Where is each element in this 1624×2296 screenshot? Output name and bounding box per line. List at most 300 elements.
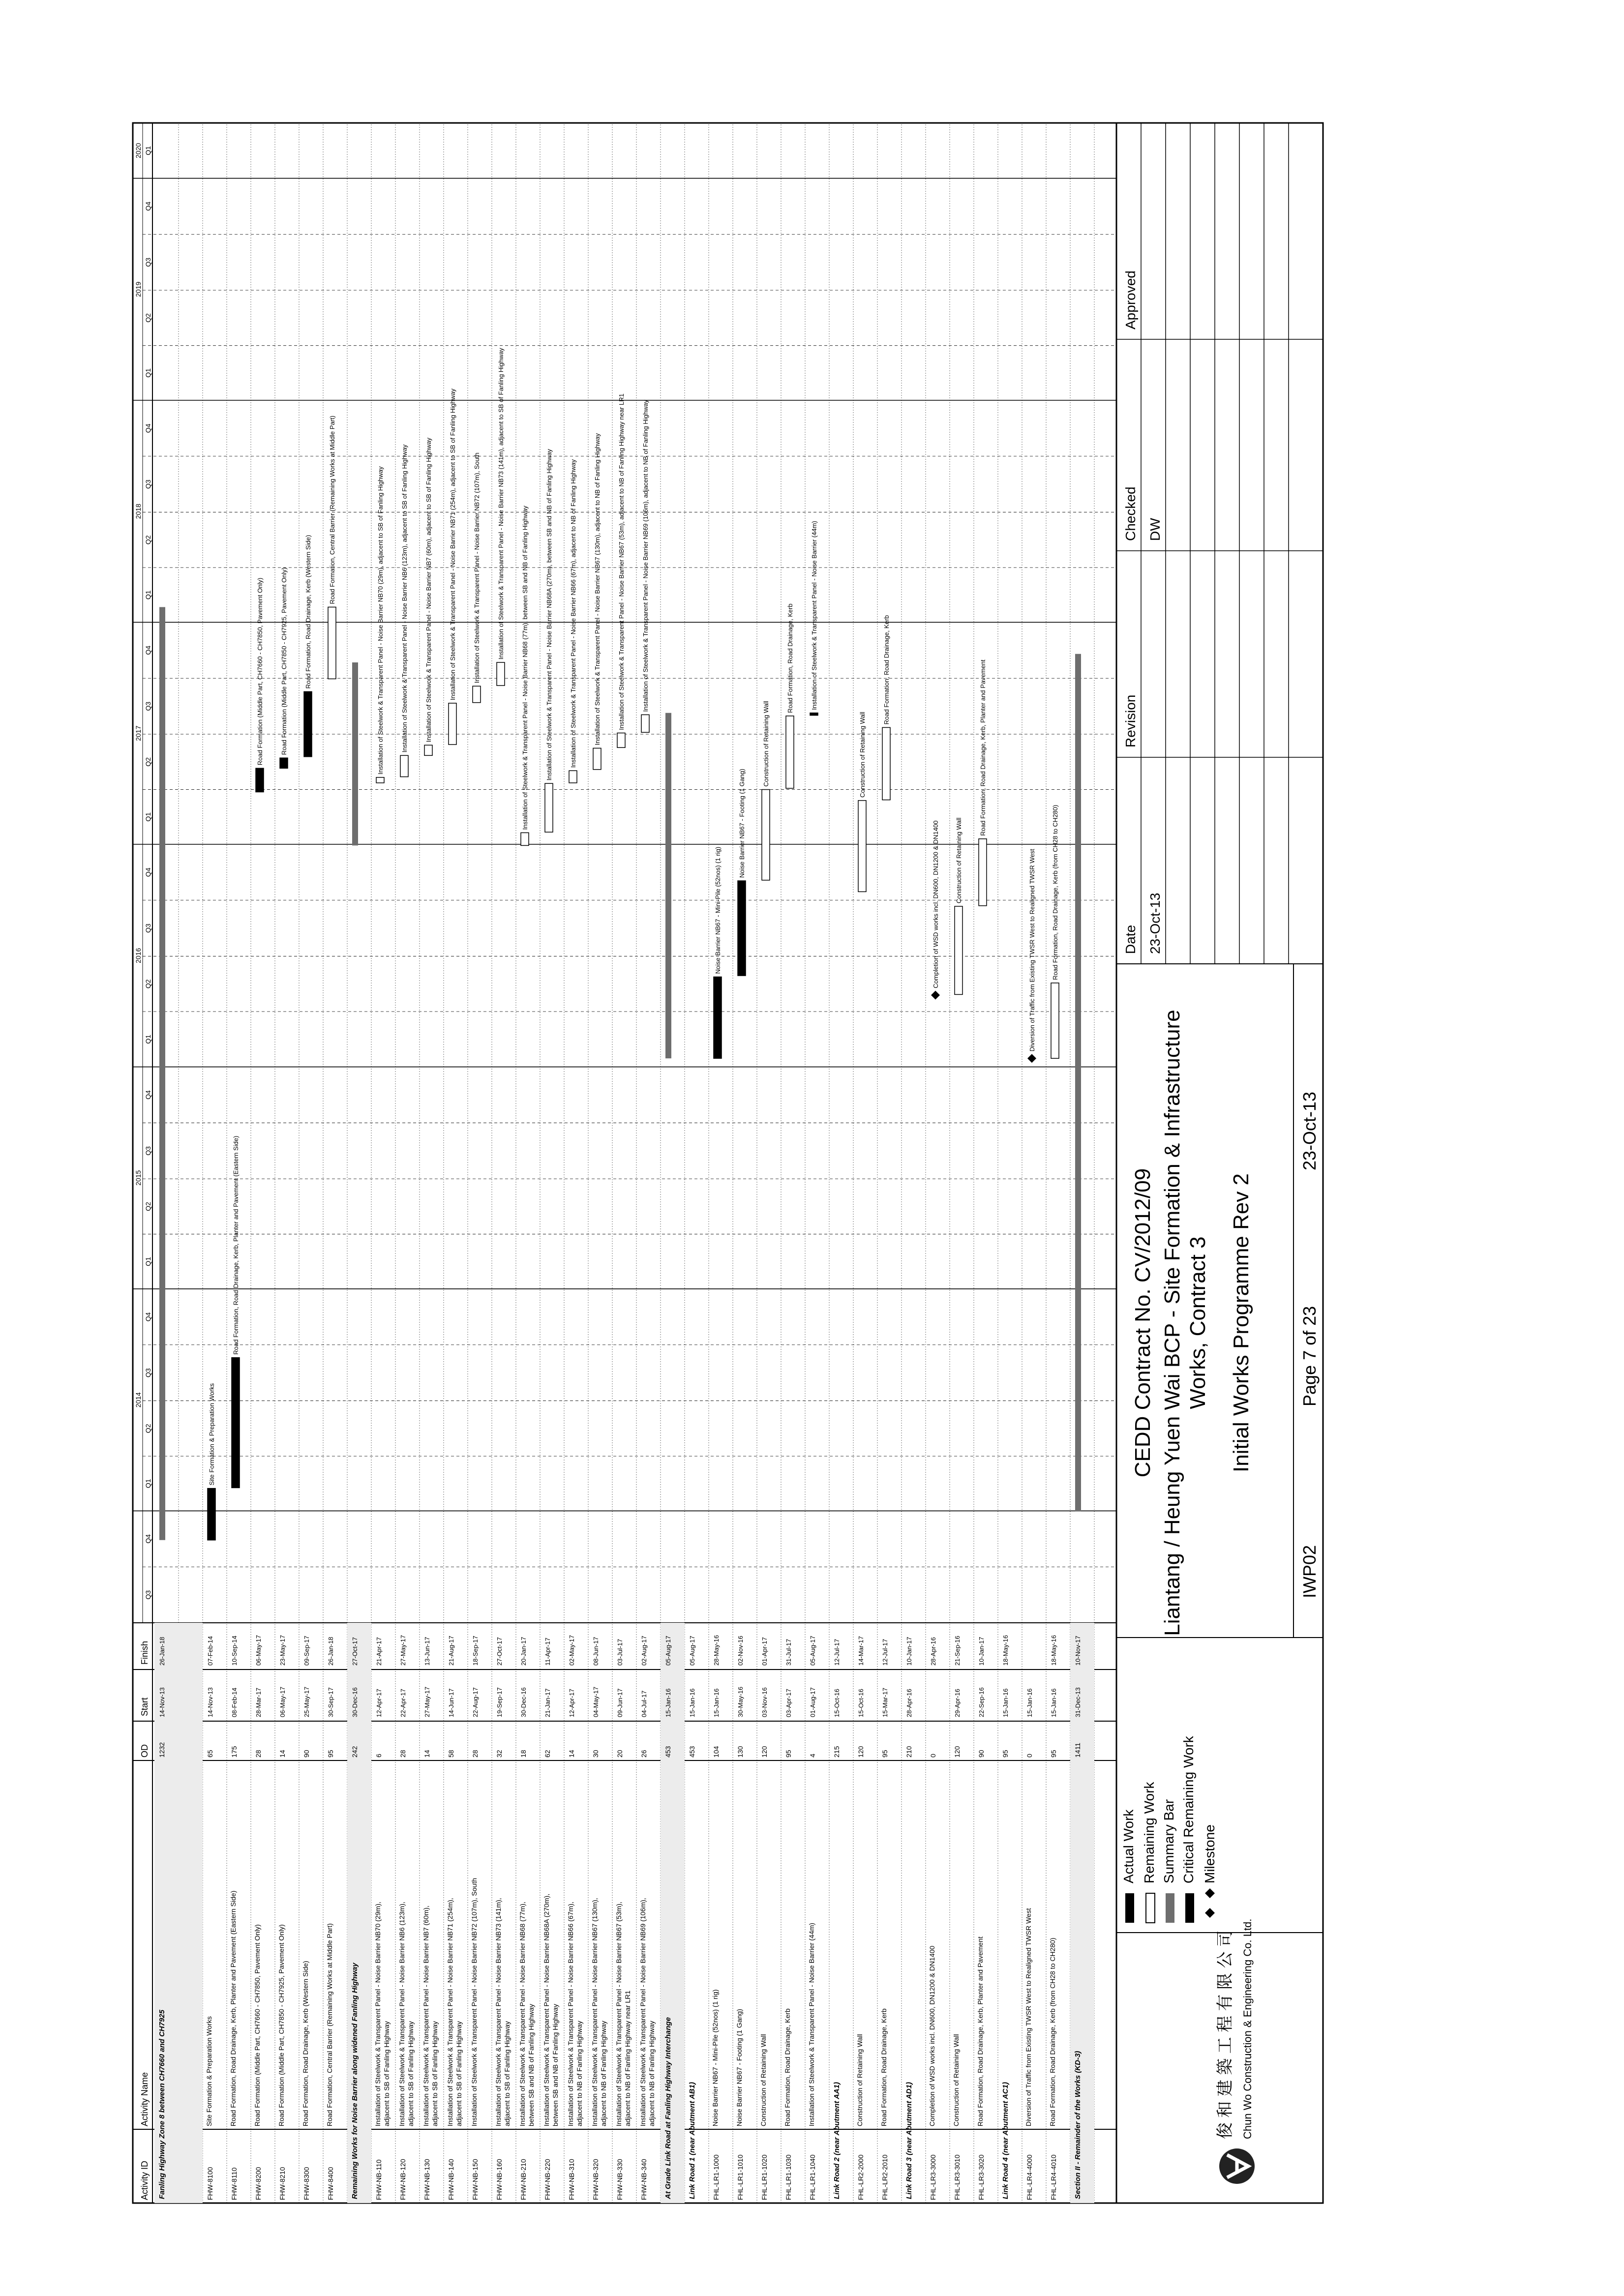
bar-label: Installation of Steelwork & Transparent Panel - Noise Barrier NB68A (270m), between SB and NB of Fanling Highway [545,449,553,781]
activity-id: FHL-LR2-2000 [857,2154,865,2200]
quarter-label: Q4 [144,867,152,877]
row-start: 22-Apr-17 [399,1689,407,1717]
activity-id: FHL-LR1-1000 [712,2154,720,2200]
row-finish: 28-May-16 [713,1635,720,1666]
bar-label: Site Formation & Preparation Works [208,1383,215,1486]
group-row-shade [179,1623,203,2203]
row-start: 04-Jul-17 [640,1690,648,1717]
row-start: 12-Apr-17 [568,1689,575,1717]
time-grid [133,123,1116,1623]
row-od: 120 [953,1746,961,1758]
activity-id: FHW-NB-150 [471,2159,479,2200]
summary-bar [159,607,165,1540]
activity-id: FHW-NB-160 [495,2159,503,2200]
company-name-chinese: 俊 和 建 築 工 程 有 限 公 司 [1216,1930,1234,2139]
activity-name: Road Formation, Road Drainage, Kerb (from CH28 to CH280) [1049,1938,1056,2126]
activity-name: Noise Barrier NB67 - Footing (1 Gang) [735,2009,743,2126]
subgroup-name: Link Road 2 (near Abutment AA1) [833,2082,841,2199]
bar-label: Installation of Steelwork & Transparent Panel - Noise Barrier NB68 (77m), between SB and NB of Fanling Highway [521,506,529,830]
row-finish: 18-Sep-17 [472,1636,479,1666]
activity-name: Installation of Steelwork & Transparent Panel - Noise Barrier NB6 (123m), [398,1902,406,2126]
row-start: 15-Jan-16 [713,1688,720,1717]
row-finish: 01-Apr-17 [761,1637,768,1666]
quarter-label: Q1 [144,146,152,155]
row-od: 18 [519,1750,527,1758]
subgroup-name: Link Road 1 (near Abutment AB1) [688,2082,696,2199]
legend-actual-swatch [1125,1893,1134,1923]
remaining-bar [858,801,866,892]
row-finish: 02-May-17 [568,1635,575,1666]
row-finish: 07-Feb-14 [207,1636,214,1666]
row-start: 15-Jan-16 [1002,1688,1009,1717]
page-number: Page 7 of 23 [1299,1306,1320,1406]
row-start: 30-Dec-16 [520,1687,527,1717]
row-od: 95 [1050,1750,1057,1758]
bar-label: Installation of Steelwork & Transparent Panel - Noise Barrier NB70 (29m), adjacent to SB of Fanling Highway [377,466,384,775]
title-block [1131,964,1320,1638]
revision-header: Approved [1123,270,1138,329]
quarter-label: Q1 [144,590,152,600]
row-od: 28 [471,1750,479,1758]
row-start: 14-Nov-13 [158,1687,166,1717]
company-logo [1216,1919,1255,2184]
activity-name: Road Formation, Road Drainage, Kerb, Planter and Pavement (Eastern Side) [229,1890,237,2126]
row-od: 62 [543,1750,551,1758]
bar-label: Installation of Steelwork & Transparent Panel - Noise Barrier NB73 (141m), adjacent to SB of Fanling Highway [497,348,505,660]
row-od: 453 [688,1746,696,1758]
bar-label: Construction of Retaining Wall [859,712,866,798]
year-label: 2020 [134,143,142,158]
legend-milestone-icon [1205,1908,1215,1918]
row-od: 453 [664,1746,672,1758]
quarter-label: Q1 [144,812,152,822]
row-finish: 27-May-17 [399,1635,407,1666]
row-start: 27-May-17 [423,1686,431,1717]
remaining-bar [641,715,649,732]
row-od: 95 [881,1750,889,1758]
milestone-icon [931,991,940,1000]
activity-id: FHW-NB-330 [616,2159,624,2200]
row-finish: 12-Jul-17 [833,1639,841,1666]
bar-label: Diversion of Traffic from Existing TWSR West to Realigned TWSR West [1028,849,1036,1052]
activity-name: Road Formation, Central Barrier (Remaining Works at Middle Part) [326,1923,333,2126]
quarter-label: Q1 [144,368,152,378]
remaining-bar [328,607,336,679]
activity-id: FHW-NB-140 [447,2159,455,2200]
row-finish: 08-Jun-17 [592,1637,600,1666]
row-finish: 31-Jul-17 [785,1639,792,1666]
activity-name-continued: between SB and NB of Fanling Highway [551,2003,559,2126]
row-od: 58 [447,1750,455,1758]
activity-name-continued: adjacent to SB of Fanling Highway [383,2021,391,2126]
row-start: 15-Jan-16 [1050,1688,1057,1717]
row-od: 175 [230,1746,238,1758]
row-od: 6 [375,1754,383,1758]
activity-id: FHW-NB-130 [423,2159,431,2200]
activity-id: FHW-8110 [230,2167,238,2200]
activity-id: FHW-NB-120 [399,2159,407,2200]
row-finish: 06-May-17 [255,1635,262,1666]
row-start: 15-Jan-16 [689,1688,696,1717]
activity-id: FHW-NB-220 [543,2159,551,2200]
row-finish: 20-Jan-17 [520,1637,527,1666]
programme-title: Initial Works Programme Rev 2 [1229,1173,1253,1473]
quarter-label: Q3 [144,1368,152,1378]
activity-id-header: Activity ID [140,2160,150,2200]
row-start: 08-Feb-14 [231,1688,238,1717]
activity-name: Diversion of Traffic from Existing TWSR West to Realigned TWSR West [1024,1908,1032,2126]
remaining-bar [521,833,529,845]
activity-id: FHW-8400 [327,2167,334,2200]
legend [1121,1735,1217,1923]
quarter-label: Q3 [144,1146,152,1156]
start-header: Start [140,1697,150,1716]
activity-name: Installation of Steelwork & Transparent Panel - Noise Barrier NB67 (53m), [615,1902,623,2126]
activity-id: FHL-LR3-3000 [929,2154,937,2200]
row-start: 30-Sep-17 [327,1687,334,1717]
quarter-label: Q2 [144,757,152,767]
row-start: 15-Mar-17 [881,1688,889,1717]
quarter-label: Q2 [144,1424,152,1433]
row-start: 30-May-16 [737,1686,744,1717]
remaining-bar [400,755,408,776]
row-od: 90 [302,1750,310,1758]
activity-id: FHL-LR1-1040 [809,2154,816,2200]
quarter-label: Q2 [144,1202,152,1211]
activity-name-continued: adjacent to NB of Fanling Highway [600,2021,607,2126]
activity-id: FHW-NB-110 [375,2159,383,2200]
row-od: 14 [278,1750,286,1758]
activity-name-continued: adjacent to SB of Fanling Highway [503,2021,511,2126]
quarter-label: Q2 [144,535,152,545]
row-finish: 21-Aug-17 [448,1636,455,1666]
activity-name: Construction of Retaining Wall [952,2034,960,2126]
row-finish: 10-Sep-14 [231,1636,238,1666]
activity-id: FHL-LR1-1010 [736,2154,744,2200]
quarter-label: Q4 [144,645,152,655]
remaining-bar [376,777,384,783]
activity-name: Installation of Steelwork & Transparent Panel - Noise Barrier NB70 (29m), [374,1902,382,2126]
legend-critical-label: Critical Remaining Work [1181,1736,1196,1883]
row-finish: 21-Sep-16 [954,1636,961,1666]
row-start: 22-Sep-16 [978,1687,985,1717]
activity-name: Road Formation (Middle Part, CH7850 - CH7925, Pavement Only) [277,1924,285,2126]
row-od: 26 [640,1750,648,1758]
activity-id: FHL-LR3-3020 [977,2154,985,2200]
row-od: 0 [929,1754,937,1758]
activity-name: Completion of WSD works incl. DN600, DN1200 & DN1400 [928,1945,936,2126]
row-od: 104 [712,1746,720,1758]
row-od: 14 [423,1750,431,1758]
quarter-label: Q1 [144,1479,152,1489]
row-start: 15-Oct-16 [833,1689,841,1717]
critical-bar [256,768,264,792]
row-od: 215 [833,1746,841,1758]
quarter-label: Q1 [144,1034,152,1044]
group-name: At Grade Link Road at Fanling Highway Interchange [664,2017,672,2199]
row-od: 120 [760,1746,768,1758]
activity-name: Noise Barrier NB67 - Mini-Pile (52nos) (1 rig) [711,1989,719,2126]
finish-header: Finish [140,1640,150,1665]
bar-label: Installation of Steelwork & Transparent Panel - Noise Barrier NB66 (67m), adjacent to NB of Fanling Highway [570,459,577,768]
row-od: 90 [977,1750,985,1758]
bar-label: Road Formation (Middle Part, CH7660 - CH7850, Pavement Only) [256,577,264,766]
revision-cell: 23-Oct-13 [1147,893,1163,954]
row-start: 03-Apr-17 [785,1689,792,1717]
row-od: 210 [905,1746,913,1758]
activity-name: Installation of Steelwork & Transparent Panel - Noise Barrier NB72 (107m), South [470,1878,478,2126]
row-finish: 13-Jun-17 [423,1637,431,1666]
row-od: 120 [857,1746,865,1758]
row-start: 29-Apr-16 [954,1689,961,1717]
year-label: 2017 [134,725,142,741]
quarter-label: Q3 [144,479,152,489]
row-finish: 27-Oct-17 [351,1637,359,1666]
row-finish: 02-Aug-17 [640,1636,648,1666]
remaining-bar [473,686,481,702]
quarter-label: Q4 [144,1534,152,1544]
milestone-icon [1027,1054,1036,1063]
year-label: 2014 [134,1392,142,1408]
activity-name: Installation of Steelwork & Transparent Panel - Noise Barrier NB66 (67m), [567,1902,574,2126]
critical-bar [714,977,722,1058]
bar-label: Road Formation, Road Drainage, Kerb [883,615,890,725]
year-label: 2019 [134,281,142,297]
bar-label: Installation of Steelwork & Transparent Panel - Noise Barrier NB67 (53m), adjacent to NB of Fanling Highway near LR1 [618,393,625,730]
activity-name: Installation of Steelwork & Transparent Panel - Noise Barrier NB71 (254m), [446,1898,454,2126]
activity-id: FHL-LR4-4000 [1025,2154,1033,2200]
activity-name: Site Formation & Preparation Works [205,2016,213,2126]
activity-name: Construction of Retaining Wall [759,2034,767,2126]
row-od: 0 [1025,1754,1033,1758]
activity-id: FHW-8100 [206,2167,214,2200]
row-start: 15-Oct-16 [857,1689,865,1717]
revision-header: Date [1123,924,1138,954]
critical-bar [810,713,818,716]
activity-id: FHW-NB-340 [640,2159,648,2200]
quarter-label: Q4 [144,202,152,211]
row-finish: 05-Aug-17 [809,1636,816,1666]
row-start: 06-May-17 [279,1686,286,1717]
row-finish: 27-Oct-17 [496,1637,503,1666]
quarter-label: Q3 [144,1590,152,1600]
row-start: 30-Dec-16 [351,1687,359,1717]
project-title-line-1: Liantang / Heung Yuen Wai BCP - Site Formation & Infrastructure [1160,1010,1184,1636]
group-name: Section II - Remainder of the Works (KD-3) [1074,2051,1082,2199]
activity-name: Road Formation, Road Drainage, Kerb, Planter and Pavement [976,1937,984,2126]
year-label: 2016 [134,948,142,963]
activity-name: Installation of Steelwork & Transparent Panel - Noise Barrier NB73 (141m), [494,1898,502,2126]
activity-name-continued: adjacent to SB of Fanling Highway [431,2021,439,2126]
page-border [133,123,1323,2203]
group-name: Remaining Works for Noise Barrier along widened Fanling Highway [351,1963,359,2199]
row-finish: 23-May-17 [279,1635,286,1666]
title-strip [1116,123,1323,2203]
critical-bar [208,1489,215,1540]
row-od: 95 [327,1750,334,1758]
row-od: 130 [736,1746,744,1758]
row-od: 95 [1001,1750,1009,1758]
quarter-label: Q2 [144,313,152,323]
bar-label: Road Formation, Road Drainage, Kerb (from CH28 to CH280) [1052,805,1059,980]
activity-name: Installation of Steelwork & Transparent Panel - Noise Barrier NB7 (60m), [422,1906,430,2126]
activity-id: FHW-NB-310 [568,2159,575,2200]
row-od: 1232 [158,1742,166,1758]
row-finish: 18-May-16 [1002,1635,1009,1666]
row-start: 21-Jan-17 [544,1688,551,1717]
row-od: 30 [592,1750,600,1758]
remaining-bar [497,662,505,686]
bar-label: Installation of Steelwork & Transparent Panel - Noise Barrier NB7 (60m), adjacent to SB of Fanling Highway [425,438,432,743]
subgroup-name: Link Road 4 (near Abutment AC1) [1001,2082,1010,2199]
row-finish: 14-Mar-17 [857,1636,865,1666]
row-finish: 28-Apr-16 [930,1637,937,1666]
row-finish: 21-Apr-17 [375,1637,383,1666]
remaining-bar [882,727,890,800]
critical-bar [738,881,746,976]
activity-name-header: Activity Name [140,2072,150,2126]
revision-header: Checked [1123,486,1138,541]
row-od: 242 [351,1746,359,1758]
row-start: 14-Jun-17 [448,1688,455,1717]
activity-name-continued: adjacent to SB of Fanling Highway [455,2021,463,2126]
bar-label: Installation of Steelwork & Transparent Panel - Noise Barrier NB6 (123m), adjacent to SB of Fanling Highway [401,444,408,753]
remaining-bar [569,771,577,783]
bar-label: Road Formation, Road Drainage, Kerb (Western Side) [304,535,312,689]
row-finish: 18-May-16 [1050,1635,1057,1666]
group-name: Fanling Highway Zone 8 between CH7660 and CH7925 [158,2009,166,2199]
quarter-label: Q3 [144,257,152,267]
row-finish: 10-Nov-17 [1074,1636,1082,1666]
remaining-bar [1051,983,1059,1058]
activity-id: FHL-LR1-1030 [784,2154,792,2200]
quarter-label: Q2 [144,979,152,989]
bar-label: Road Formation, Road Drainage, Kerb, Planter and Pavement (Eastern Side) [232,1135,240,1355]
activity-name-continued: adjacent to NB of Fanling Highway [575,2021,583,2126]
activity-id: FHL-LR1-1020 [760,2154,768,2200]
activity-name-continued: between SB and NB of Fanling Highway [527,2003,535,2126]
remaining-bar [545,783,553,832]
quarter-label: Q3 [144,924,152,933]
activity-name: Road Formation (Middle Part, CH7660 - CH7850, Pavement Only) [253,1924,261,2126]
row-od: 4 [809,1754,816,1758]
activity-name: Installation of Steelwork & Transparent Panel - Noise Barrier NB68 (77m), [518,1902,526,2126]
subgroup-name: Link Road 3 (near Abutment AD1) [905,2082,913,2199]
legend-milestone-icon-2 [1205,1888,1215,1898]
row-od: 65 [206,1750,214,1758]
row-start: 03-Nov-16 [761,1687,768,1717]
programme-code: IWP02 [1299,1545,1320,1598]
rotated-programme [133,123,1323,2203]
activity-name: Installation of Steelwork & Transparent Panel - Noise Barrier (44m) [808,1923,815,2126]
bar-label: Installation of Steelwork & Transparent Panel - Noise Barrier NB72 (107m), South [473,452,481,684]
contract-number: CEDD Contract No. CV/2012/09 [1131,1168,1155,1478]
row-start: 15-Jan-16 [1026,1688,1033,1717]
bar-label: Road Formation, Road Drainage, Kerb [786,603,794,713]
row-start: 15-Jan-16 [664,1688,672,1717]
activity-name-continued: adjacent to NB of Fanling Highway near LR1 [624,1990,632,2126]
summary-bar [352,662,358,845]
row-start: 04-May-17 [592,1686,600,1717]
activity-id: FHW-8210 [278,2167,286,2200]
row-finish: 11-Apr-17 [544,1638,551,1666]
row-start: 01-Aug-17 [809,1687,816,1717]
activity-id: FHW-8300 [302,2167,310,2200]
bar-label: Installation of Steelwork & Transparent Panel - Noise Barrier NB67 (130m), adjacent to NB of Fanling Highway [594,433,601,745]
row-finish: 05-Aug-17 [664,1636,672,1666]
row-start: 28-Mar-17 [255,1688,262,1717]
quarter-label: Q4 [144,1090,152,1100]
remaining-bar [424,745,432,755]
row-start: 14-Nov-13 [207,1687,214,1717]
row-start: 22-Aug-17 [472,1687,479,1717]
bar-label: Noise Barrier NB67 - Footing (1 Gang) [738,769,746,878]
bar-label: Noise Barrier NB67 - Mini-Pile (52nos) (1 rig) [714,846,722,974]
row-start: 12-Apr-17 [375,1689,383,1717]
remaining-bar [449,703,456,745]
remaining-bar [979,839,987,906]
quarter-label: Q3 [144,701,152,711]
activity-name: Installation of Steelwork & Transparent Panel - Noise Barrier NB67 (130m), [591,1898,599,2126]
critical-bar [280,758,288,768]
activity-id: FHW-8200 [254,2167,262,2200]
activity-name-continued: adjacent to SB of Fanling Highway [407,2021,415,2126]
legend-remaining-swatch [1146,1893,1155,1923]
summary-bar [1075,654,1081,1512]
row-start: 28-Apr-16 [905,1689,913,1717]
od-header: OD [140,1744,150,1758]
row-od: 14 [568,1750,575,1758]
activity-name: Installation of Steelwork & Transparent Panel - Noise Barrier NB68A (270m), [542,1893,550,2126]
remaining-bar [955,906,962,994]
row-finish: 09-Sep-17 [303,1636,310,1666]
activity-id: FHW-NB-320 [592,2159,600,2200]
bar-label: Installation of Steelwork & Transparent Panel - Noise Barrier NB71 (254m), adjacent to SB of Fanling Highway [449,388,456,700]
bar-label: Construction of Retaining Wall [762,701,770,787]
activity-name: Construction of Retaining Wall [856,2034,864,2126]
legend-summary-swatch [1166,1893,1174,1923]
activity-name: Road Formation, Road Drainage, Kerb [880,2008,888,2126]
remaining-bar [593,748,601,769]
legend-milestone-label: Milestone [1202,1824,1217,1883]
gantt-bars [159,348,1081,1540]
row-finish: 26-Jan-18 [158,1637,166,1666]
quarter-label: Q4 [144,423,152,433]
row-finish: 10-Jan-17 [905,1637,913,1666]
bar-label: Completion of WSD works incl. DN600, DN1200 & DN1400 [932,820,939,988]
row-od: 28 [399,1750,407,1758]
legend-critical-swatch [1185,1893,1194,1923]
row-od: 1411 [1074,1742,1082,1758]
year-label: 2018 [134,504,142,519]
row-finish: 10-Jan-17 [978,1637,985,1666]
project-title-line-2: Works, Contract 3 [1186,1236,1210,1409]
issue-date: 23-Oct-13 [1299,1091,1320,1170]
row-od: 95 [784,1750,792,1758]
row-od: 32 [495,1750,503,1758]
legend-remaining-label: Remaining Work [1142,1782,1157,1883]
activity-id: FHL-LR4-4010 [1050,2154,1057,2200]
bar-label: Construction of Retaining Wall [955,817,962,904]
activity-id: FHL-LR2-2010 [881,2154,889,2200]
row-start: 19-Sep-17 [496,1687,503,1717]
row-finish: 05-Aug-17 [689,1636,696,1666]
critical-bar [304,691,312,756]
activity-name-continued: adjacent to NB of Fanling Highway [648,2021,656,2126]
activity-name: Installation of Steelwork & Transparent Panel - Noise Barrier NB69 (106m), [639,1898,647,2126]
activity-name: Road Formation, Road Drainage, Kerb (Western Side) [301,1961,309,2126]
revision-header: Revision [1123,694,1138,747]
